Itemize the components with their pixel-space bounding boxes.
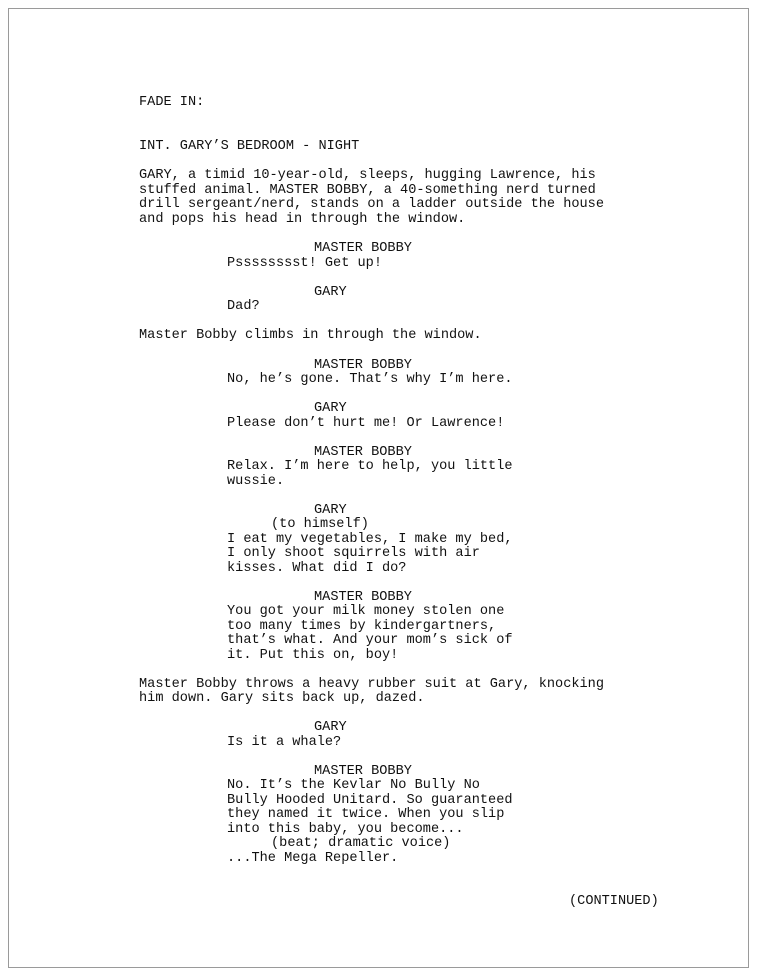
continued-marker: (CONTINUED) (569, 894, 659, 909)
dialogue-line: Psssssssst! Get up! (227, 256, 382, 271)
action-line: stuffed animal. MASTER BOBBY, a 40-something nerd turned (139, 183, 596, 198)
dialogue-line: they named it twice. When you slip (227, 807, 505, 822)
dialogue-line: Dad? (227, 299, 260, 314)
action-line: Master Bobby throws a heavy rubber suit at Gary, knocking (139, 677, 604, 692)
character-cue: GARY (314, 401, 347, 416)
character-cue: GARY (314, 503, 347, 518)
dialogue-line: too many times by kindergartners, (227, 619, 497, 634)
character-cue: GARY (314, 285, 347, 300)
transition-fade-in: FADE IN: (139, 95, 205, 110)
dialogue-line: it. Put this on, boy! (227, 648, 399, 663)
action-line: Master Bobby climbs in through the window. (139, 328, 482, 343)
character-cue: GARY (314, 720, 347, 735)
dialogue-line: ...The Mega Repeller. (227, 851, 399, 866)
scene-heading: INT. GARY’S BEDROOM - NIGHT (139, 139, 360, 154)
dialogue-line: No. It’s the Kevlar No Bully No (227, 778, 480, 793)
character-cue: MASTER BOBBY (314, 445, 412, 460)
dialogue-line: I only shoot squirrels with air (227, 546, 480, 561)
parenthetical: (beat; dramatic voice) (271, 836, 451, 851)
dialogue-line: Please don’t hurt me! Or Lawrence! (227, 416, 505, 431)
character-cue: MASTER BOBBY (314, 241, 412, 256)
character-cue: MASTER BOBBY (314, 764, 412, 779)
character-cue: MASTER BOBBY (314, 358, 412, 373)
dialogue-line: wussie. (227, 474, 285, 489)
dialogue-line: kisses. What did I do? (227, 561, 407, 576)
dialogue-line: No, he’s gone. That’s why I’m here. (227, 372, 513, 387)
dialogue-line: into this baby, you become... (227, 822, 464, 837)
dialogue-line: Is it a whale? (227, 735, 342, 750)
dialogue-line: I eat my vegetables, I make my bed, (227, 532, 513, 547)
action-line: and pops his head in through the window. (139, 212, 466, 227)
dialogue-line: Bully Hooded Unitard. So guaranteed (227, 793, 513, 808)
character-cue: MASTER BOBBY (314, 590, 412, 605)
parenthetical: (to himself) (271, 517, 369, 532)
action-line: GARY, a timid 10-year-old, sleeps, hugging Lawrence, his (139, 168, 596, 183)
dialogue-line: Relax. I’m here to help, you little (227, 459, 513, 474)
dialogue-line: that’s what. And your mom’s sick of (227, 633, 513, 648)
action-line: him down. Gary sits back up, dazed. (139, 691, 425, 706)
dialogue-line: You got your milk money stolen one (227, 604, 505, 619)
action-line: drill sergeant/nerd, stands on a ladder outside the house (139, 197, 604, 212)
script-page (8, 8, 749, 968)
